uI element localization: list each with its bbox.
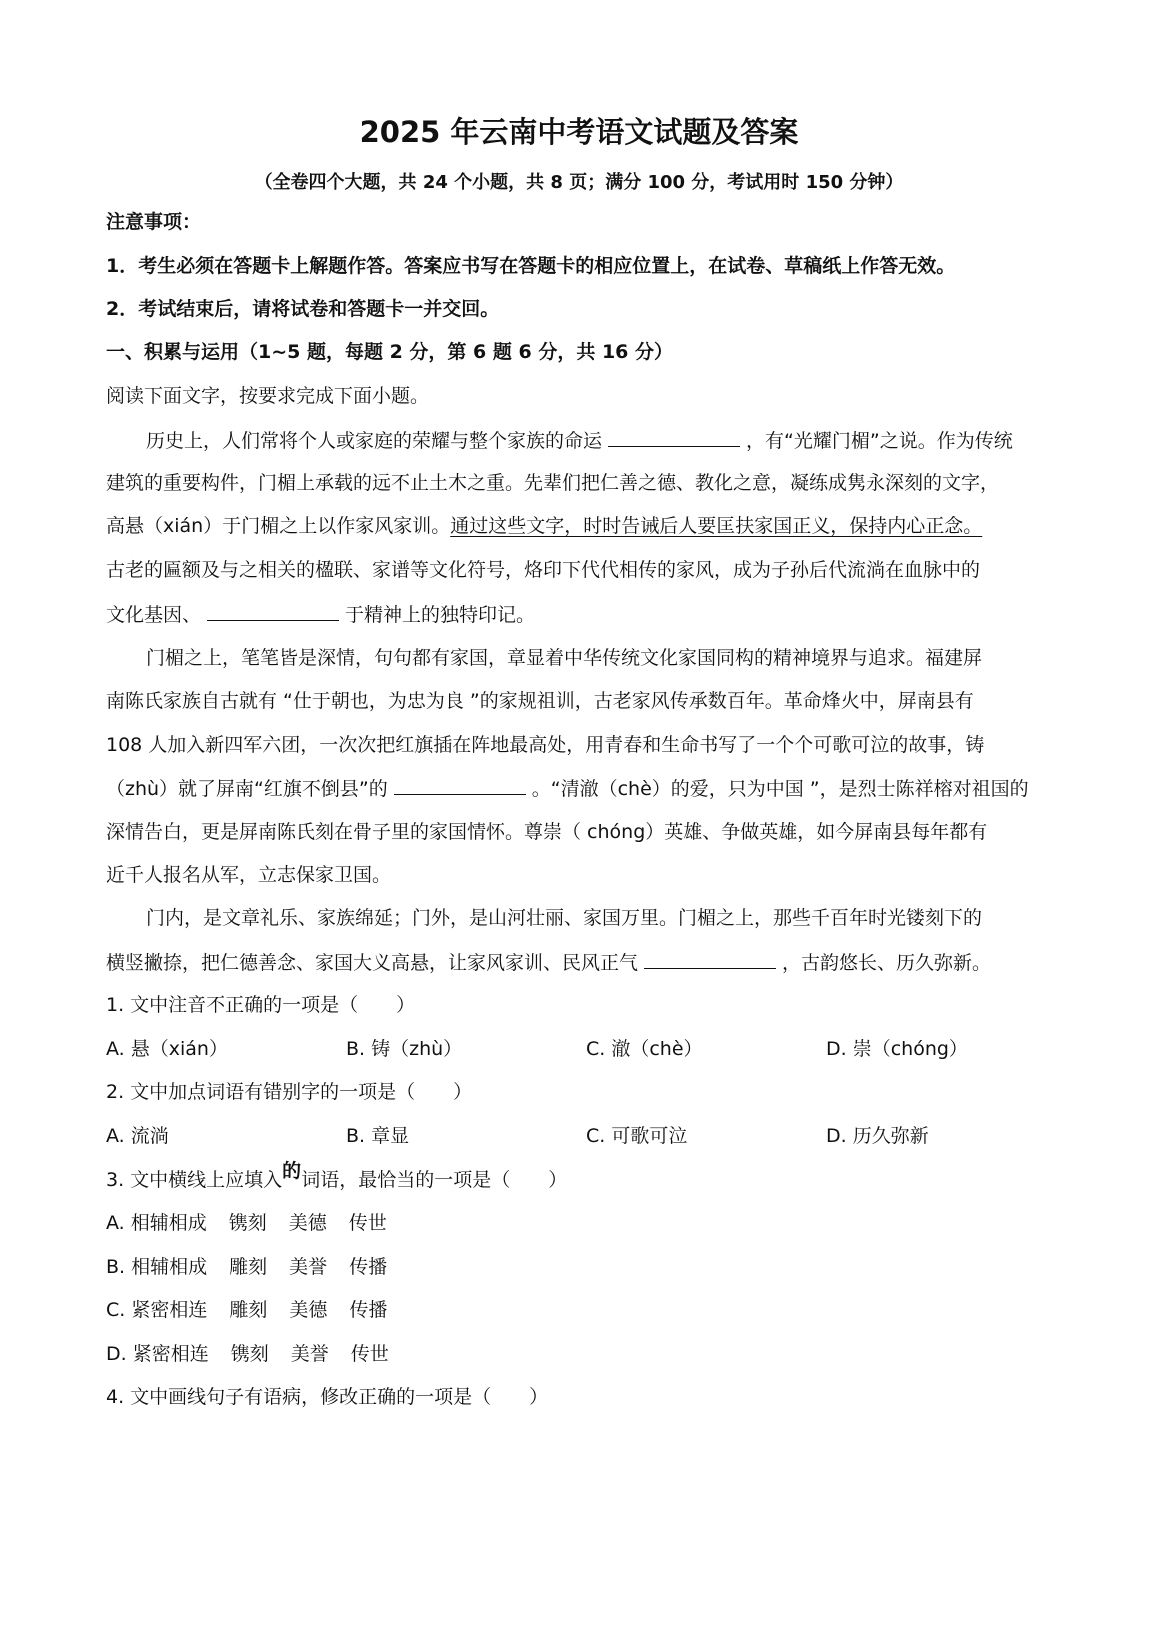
option-term: 传世 <box>348 1212 387 1234</box>
option-term: 美誉 <box>289 1256 328 1278</box>
question-2-options <box>106 1124 1066 1148</box>
option-term: 雕刻 <box>229 1299 268 1321</box>
option-term: A. 相辅相成 <box>106 1212 207 1234</box>
page-title: 2025 年云南中考语文试题及答案 <box>359 115 799 149</box>
passage-text: 高悬（xián）于门楣之上以作家风家训。 <box>106 515 451 537</box>
notice-heading: 注意事项： <box>106 211 202 233</box>
question-3-option-c <box>106 1298 387 1322</box>
passage-p2-line3: 108 人加入新四军六团，一次次把红旗插在阵地最高处，用青春和生命书写了一个个可歌可泣的故事，铸 <box>106 734 985 756</box>
passage-p1-line3 <box>106 514 982 538</box>
option-term: 美誉 <box>290 1343 329 1365</box>
option-term: 传世 <box>350 1343 389 1365</box>
notice-item-2: 2．考试结束后，请将试卷和答题卡一并交回。 <box>106 298 500 320</box>
question-1-options <box>106 1037 1066 1061</box>
fill-blank-2 <box>207 602 339 621</box>
question-4-stem: 4. 文中画线句子有语病，修改正确的一项是（ ） <box>106 1386 549 1408</box>
question-3-option-d <box>106 1342 389 1366</box>
option-term: C. 紧密相连 <box>106 1299 208 1321</box>
exam-info-subtitle: （全卷四个大题，共 24 个小题，共 8 页；满分 100 分，考试用时 150 分钟） <box>254 172 904 193</box>
option-term: 美德 <box>289 1299 328 1321</box>
passage-p2-line4 <box>106 776 1029 801</box>
section-instruction: 阅读下面文字，按要求完成下面小题。 <box>106 385 430 407</box>
passage-text: ，有“光耀门楣”之说。作为传统 <box>746 430 1013 452</box>
question-text: 词语，最恰当的一项是（ ） <box>301 1169 568 1191</box>
passage-text: 历史上，人们常将个人或家庭的荣耀与整个家族的命运 <box>146 430 603 452</box>
passage-p3-line1: 门内，是文章礼乐、家族绵延；门外，是山河壮丽、家国万里。门楣之上，那些千百年时光镂刻下的 <box>146 907 983 929</box>
underlined-sentence: 通过这些文字，时时告诫后人要匡扶家国正义，保持内心正念。 <box>450 515 983 537</box>
passage-p2-line6: 近千人报名从军，立志保家卫国。 <box>106 864 392 886</box>
raised-character: 的 <box>282 1160 302 1182</box>
passage-p1-line1 <box>146 428 1013 453</box>
fill-blank-3 <box>394 776 526 795</box>
option-d: D. 崇（chóng） <box>826 1038 968 1060</box>
option-a: A. 悬（xián） <box>106 1038 228 1060</box>
option-b: B. 章显 <box>346 1125 410 1147</box>
passage-p3-line2 <box>106 950 991 975</box>
passage-p1-line5 <box>106 602 535 627</box>
question-text: 3. 文中横线上应填入 <box>106 1169 283 1191</box>
question-1-stem: 1. 文中注音不正确的一项是（ ） <box>106 994 416 1016</box>
passage-text: 于精神上的独特印记。 <box>345 604 536 626</box>
question-3-option-a <box>106 1211 387 1235</box>
fill-blank-1 <box>608 428 740 447</box>
option-a: A. 流淌 <box>106 1125 169 1147</box>
option-c: C. 澈（chè） <box>586 1038 703 1060</box>
option-term: 传播 <box>349 1299 388 1321</box>
option-d: D. 历久弥新 <box>826 1125 929 1147</box>
passage-text: 。“清澈（chè）的爱，只为中国 ”，是烈士陈祥榕对祖国的 <box>531 778 1029 800</box>
option-term: 传播 <box>349 1256 388 1278</box>
passage-p1-line2: 建筑的重要构件，门楣上承载的远不止土木之重。先辈们把仁善之德、教化之意，凝练成隽永深刻的文字， <box>106 472 1000 494</box>
passage-text: ，古韵悠长、历久弥新。 <box>782 952 992 974</box>
option-term: B. 相辅相成 <box>106 1256 208 1278</box>
option-term: 雕刻 <box>229 1256 268 1278</box>
passage-text: （zhù）就了屏南“红旗不倒县”的 <box>106 778 388 800</box>
question-3-stem <box>106 1160 568 1192</box>
passage-p1-line4: 古老的匾额及与之相关的楹联、家谱等文化符号，烙印下代代相传的家风，成为子孙后代流淌在血脉中的 <box>106 559 981 581</box>
notice-item-1: 1．考生必须在答题卡上解题作答。答案应书写在答题卡的相应位置上，在试卷、草稿纸上作答无效。 <box>106 255 956 277</box>
passage-text: 横竖撇捺，把仁德善念、家国大义高悬，让家风家训、民风正气 <box>106 952 639 974</box>
fill-blank-4 <box>644 950 776 969</box>
passage-p2-line2: 南陈氏家族自古就有 “仕于朝也，为忠为良 ”的家规祖训，古老家风传承数百年。革命烽火中，屏南县有 <box>106 690 974 712</box>
option-term: 美德 <box>288 1212 327 1234</box>
option-c: C. 可歌可泣 <box>586 1125 688 1147</box>
option-term: 镌刻 <box>230 1343 269 1365</box>
option-term: 镌刻 <box>228 1212 267 1234</box>
passage-text: 文化基因、 <box>106 604 202 626</box>
section-heading: 一、积累与运用（1~5 题，每题 2 分，第 6 题 6 分，共 16 分） <box>106 341 673 363</box>
option-term: D. 紧密相连 <box>106 1343 209 1365</box>
option-b: B. 铸（zhù） <box>346 1038 463 1060</box>
question-3-option-b <box>106 1255 387 1279</box>
question-2-stem: 2. 文中加点词语有错别字的一项是（ ） <box>106 1081 473 1103</box>
passage-p2-line1: 门楣之上，笔笔皆是深情，句句都有家国，章显着中华传统文化家国同构的精神境界与追求。福建屏 <box>146 647 983 669</box>
passage-p2-line5: 深情告白，更是屏南陈氏刻在骨子里的家国情怀。尊崇（ chóng）英雄、争做英雄，如今屏南县每年都有 <box>106 821 988 843</box>
